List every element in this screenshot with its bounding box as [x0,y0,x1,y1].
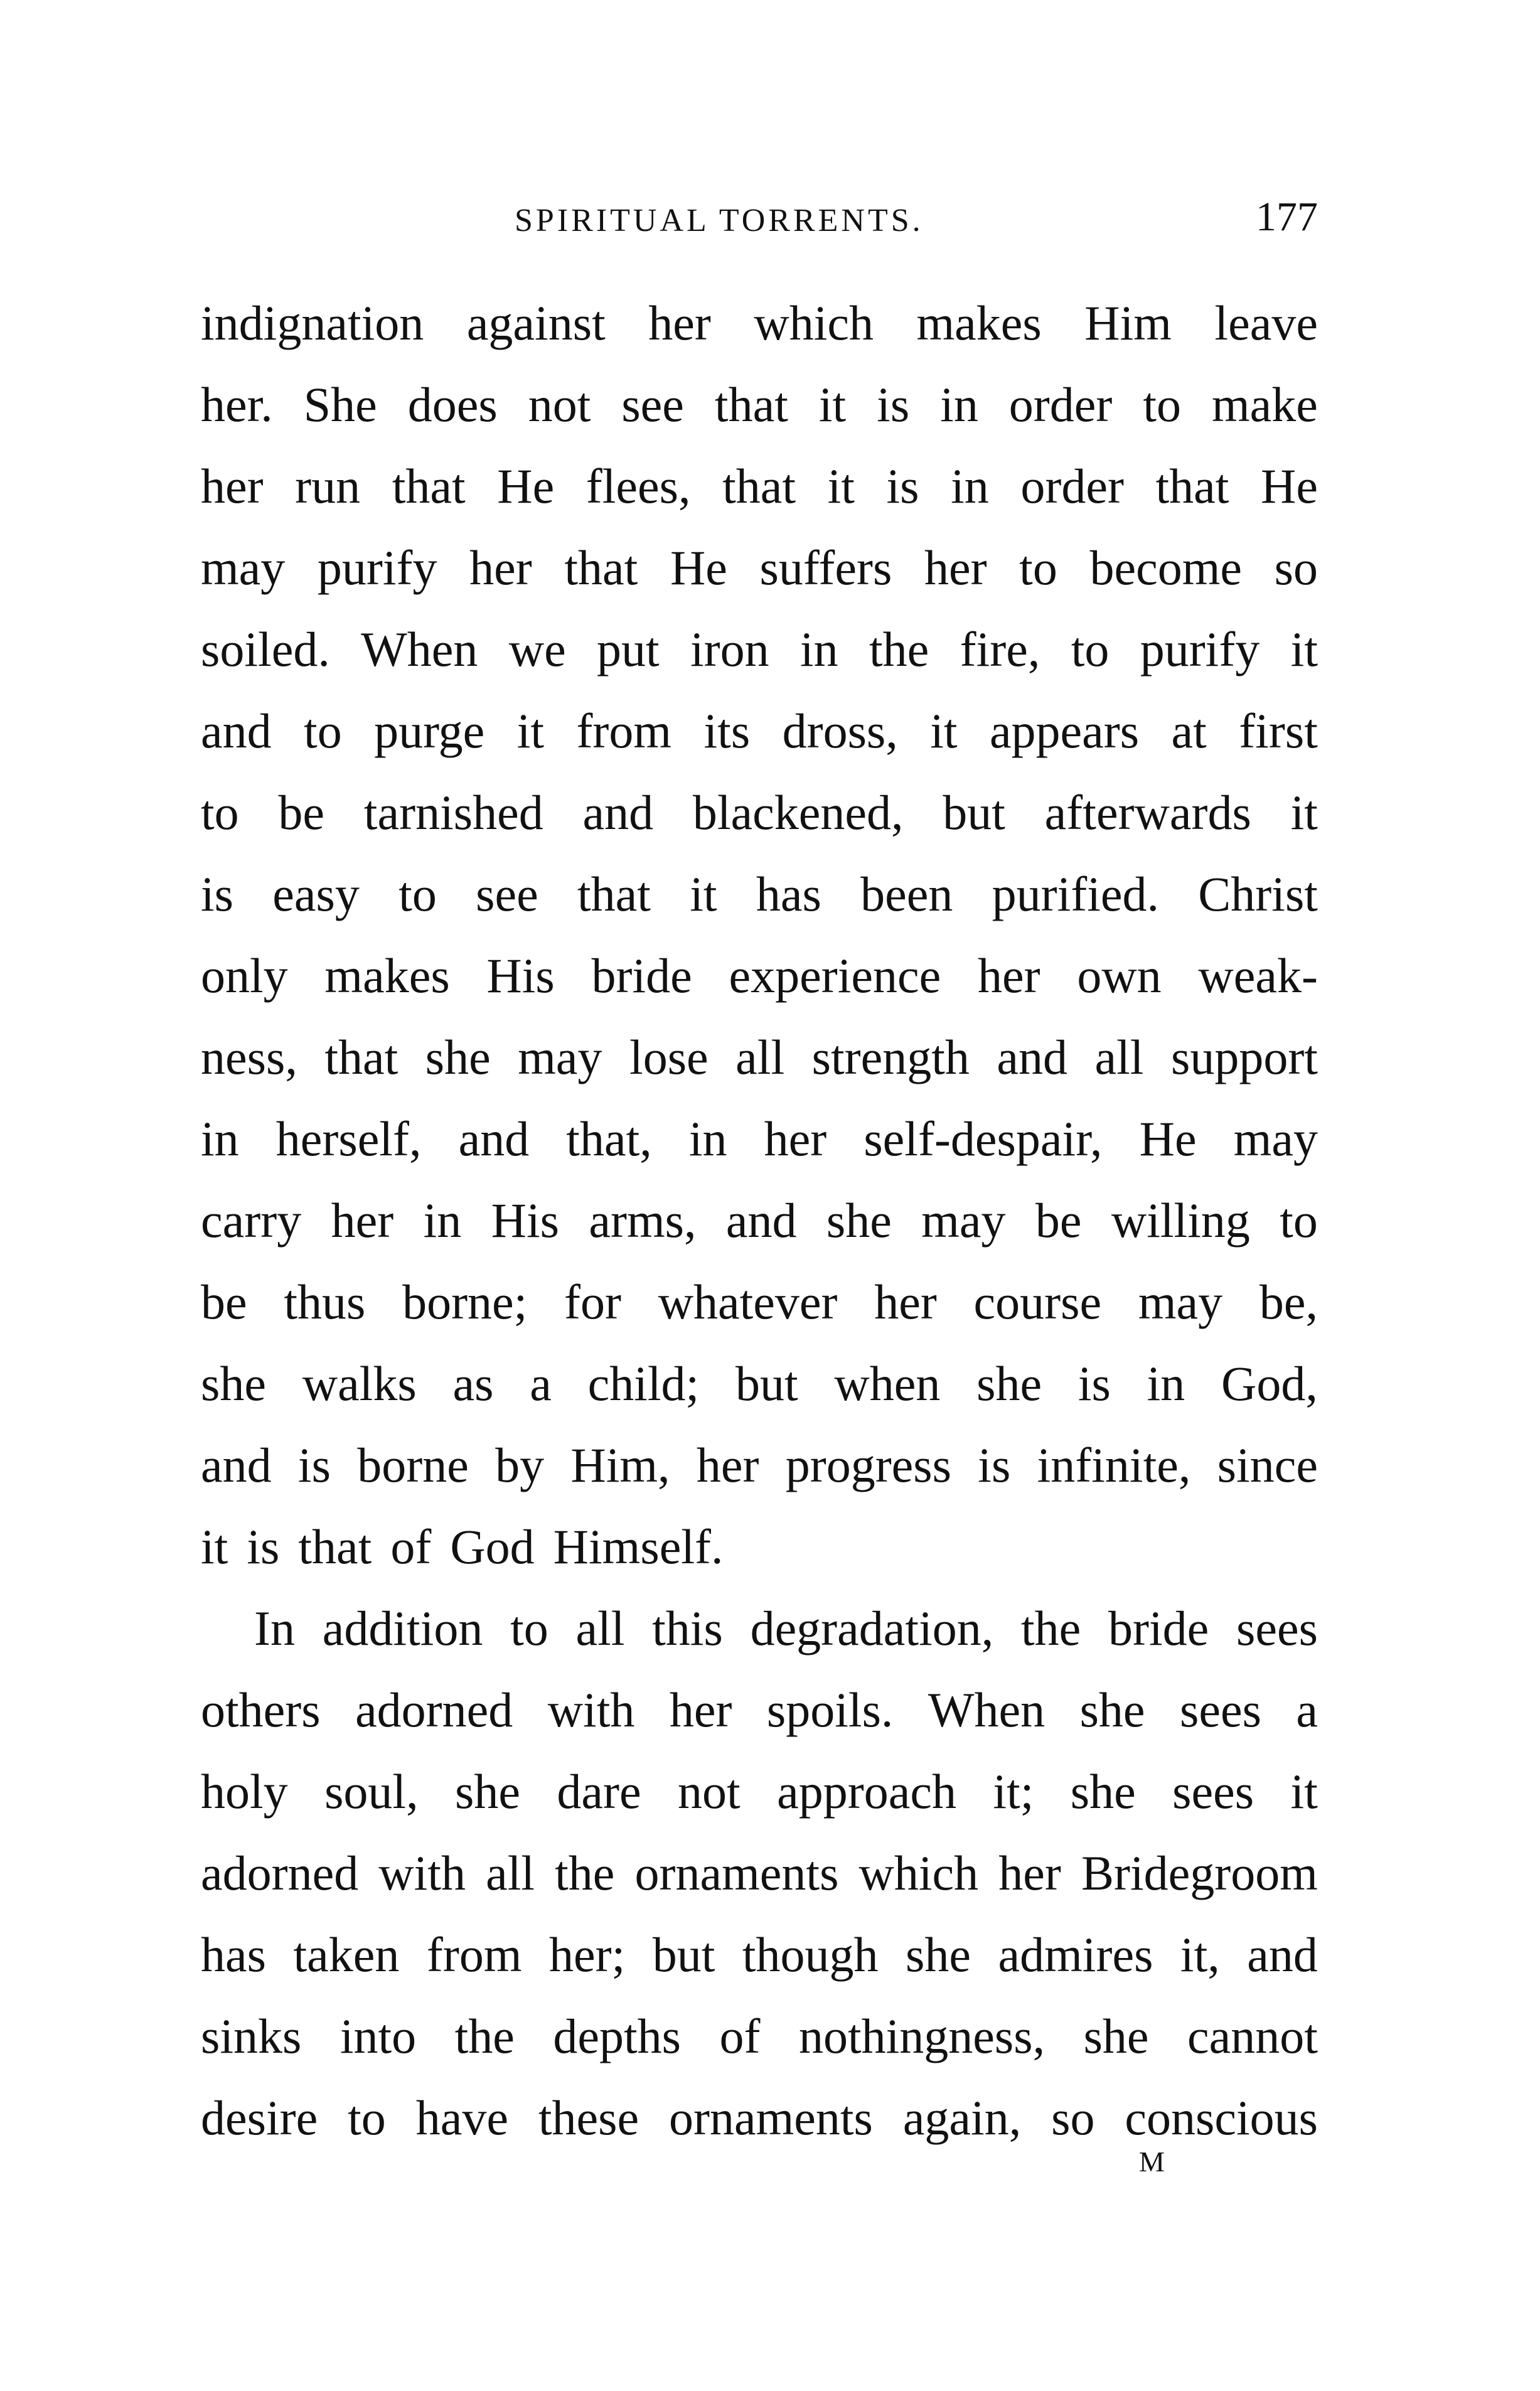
word: when [834,1356,941,1411]
word: her. [201,377,273,432]
word: spoils. [766,1682,894,1737]
word: makes [916,296,1042,350]
word: her [998,1846,1061,1900]
text-line [201,1180,1318,1261]
word: and [201,1438,272,1492]
text-line [201,772,1318,853]
word: His [491,1193,559,1248]
word: He [1261,459,1318,513]
word: that, [566,1111,652,1166]
word: walks [302,1356,417,1411]
word: Him, [570,1438,670,1492]
word: to [1019,540,1057,595]
word: makes [324,948,450,1003]
word: to [1071,622,1110,677]
word: adorned [355,1682,513,1737]
word: a [530,1356,552,1411]
word: first [1239,703,1318,758]
text-line [201,935,1318,1017]
word: again, [902,2090,1022,2145]
word: She [303,377,377,432]
text-line [201,1506,1318,1588]
text-line [201,1343,1318,1425]
word: is [886,459,919,513]
word: God, [1221,1356,1318,1411]
word: is [978,1438,1011,1492]
word: she [201,1356,266,1411]
word: appears [989,703,1140,758]
text-line [201,1751,1318,1832]
word: may [201,540,286,595]
word: she [1070,1764,1136,1819]
word: been [860,867,953,921]
word: her [764,1111,827,1166]
word: thus [284,1275,366,1329]
word: not [678,1764,741,1819]
word: it [516,703,545,758]
word: not [528,377,591,432]
word: it, [1180,1927,1220,1982]
word: put [597,622,660,677]
word: it [1290,1764,1318,1819]
word: sees [1179,1682,1261,1737]
text-line [201,1425,1318,1506]
word: ness, [201,1030,297,1084]
word: ornaments [669,2090,873,2145]
word: to [348,2090,386,2145]
word: it [201,1519,228,1574]
word: is [201,867,234,921]
word: she [826,1193,892,1248]
word: her [469,540,532,595]
word: to [304,703,342,758]
word: support [1170,1030,1318,1084]
word: these [538,2090,639,2145]
text-line [201,527,1318,609]
word: as [452,1356,494,1411]
word: degradation, [750,1601,994,1656]
word: see [476,867,538,921]
word: it [930,703,958,758]
word: cannot [1187,2009,1318,2063]
word: Himself. [553,1519,724,1574]
word: His [486,948,555,1003]
word: taken [293,1927,400,1982]
word: whatever [658,1275,838,1329]
word: all [1094,1030,1144,1084]
word: willing [1111,1193,1250,1248]
word: is [1077,1356,1111,1411]
word: strength [811,1030,970,1084]
word: When [361,622,478,677]
word: is [877,377,910,432]
word: self-despair, [864,1111,1103,1166]
word: with [378,1846,466,1900]
word: all [735,1030,785,1084]
word: in [951,459,989,513]
text-line [201,609,1318,690]
text-line [201,282,1318,364]
word: be [1035,1193,1082,1248]
word: her [669,1682,732,1737]
word: to [398,867,437,921]
text-line [201,1996,1318,2077]
word: in [423,1193,462,1248]
word: to [1143,377,1182,432]
word: her [696,1438,759,1492]
word: holy [201,1764,288,1819]
word: has [201,1927,266,1982]
text-line [201,1669,1318,1751]
text-line [201,1098,1318,1180]
word: has [756,867,821,921]
word: purify [317,540,437,595]
word: which [858,1846,979,1900]
word: it; [993,1764,1034,1819]
word: and [582,785,654,840]
word: her [648,296,711,350]
word: of [719,2009,761,2063]
word: blackened, [692,785,904,840]
text-line [201,364,1318,446]
word: in [1147,1356,1185,1411]
word: it [690,867,717,921]
word: is [247,1519,280,1574]
word: though [742,1927,879,1982]
word: and [997,1030,1068,1084]
word: that [1155,459,1229,513]
word: and [725,1193,797,1248]
text-line [201,1914,1318,1996]
word: sees [1172,1764,1254,1819]
word: borne [357,1438,469,1492]
word: Him [1084,296,1172,350]
word: indignation [201,296,424,350]
word: that [722,459,796,513]
word: God [450,1519,535,1574]
word: He [670,540,727,595]
word: in [800,622,838,677]
word: in [201,1111,239,1166]
word: and [1247,1927,1318,1982]
word: carry [201,1193,302,1248]
word: others [201,1682,321,1737]
text-line [201,853,1318,935]
word: He [497,459,555,513]
word: Bridegroom [1081,1846,1318,1900]
word: in [940,377,978,432]
word: soiled. [201,622,330,677]
word: experience [729,948,941,1003]
word: and [458,1111,530,1166]
word: from [576,703,672,758]
word: When [928,1682,1045,1737]
running-head [201,188,1318,245]
word: it [1290,785,1318,840]
word: may [921,1193,1006,1248]
word: for [564,1275,621,1329]
word: He [1139,1111,1197,1166]
paragraph [201,1588,1318,2159]
word: that [324,1030,398,1084]
word: and [201,703,272,758]
word: her [977,948,1040,1003]
text-line [201,690,1318,772]
body-text [201,282,1318,2159]
word: progress [785,1438,952,1492]
word: approach [777,1764,956,1819]
page-number: 177 [1256,194,1318,240]
word: bride [1108,1601,1209,1656]
word: its [703,703,751,758]
word: it [818,377,847,432]
word: may [1138,1275,1223,1329]
word: she [455,1764,520,1819]
word: make [1211,377,1318,432]
word: have [415,2090,508,2145]
word: all [486,1846,535,1900]
word: arms, [589,1193,697,1248]
word: at [1171,703,1207,758]
word: depths [553,2009,682,2063]
word: her [331,1193,394,1248]
word: to [1280,1193,1318,1248]
word: admires [998,1927,1153,1982]
word: flees, [586,459,691,513]
word: iron [690,622,769,677]
word: ornaments [634,1846,839,1900]
word: own [1077,948,1162,1003]
word: we [508,622,566,677]
word: be [278,785,325,840]
word: she [1083,2009,1149,2063]
word: may [1233,1111,1318,1166]
word: to [201,785,239,840]
word: weak- [1198,948,1318,1003]
text-line [201,446,1318,527]
word: be [201,1275,247,1329]
word: desire [201,2090,318,2145]
word: against [466,296,606,350]
word: afterwards [1044,785,1251,840]
word: purify [1140,622,1260,677]
word: that [392,459,466,513]
text-line [201,1832,1318,1914]
word: her; [548,1927,626,1982]
word: run [295,459,361,513]
word: fire, [960,622,1040,677]
word: with [547,1682,635,1737]
word: but [943,785,1005,840]
word: be, [1259,1275,1318,1329]
word: all [575,1601,625,1656]
word: into [340,2009,417,2063]
word: she [976,1356,1042,1411]
word: her [924,540,987,595]
word: order [1008,377,1113,432]
word: conscious [1125,2090,1318,2145]
word: leave [1214,296,1318,350]
word: she [906,1927,971,1982]
word: it [1290,622,1318,677]
word: this [652,1601,723,1656]
word: her [201,459,264,513]
word: by [495,1438,545,1492]
word: she [1079,1682,1145,1737]
word: purified. [992,867,1160,921]
text-line [201,1588,1318,1669]
word: the [869,622,929,677]
paragraph [201,282,1318,1588]
word: course [973,1275,1102,1329]
word: only [201,948,288,1003]
word: which [754,296,874,350]
word: but [735,1356,798,1411]
word: bride [591,948,692,1003]
running-title: SPIRITUAL TORRENTS. [515,203,924,238]
word: to [510,1601,548,1656]
word: child; [587,1356,700,1411]
word: she [425,1030,491,1084]
word: order [1020,459,1124,513]
word: so [1051,2090,1095,2145]
word: that [714,377,788,432]
word: since [1217,1438,1318,1492]
word: the [555,1846,615,1900]
word: lose [629,1030,709,1084]
text-line [201,1261,1318,1343]
word: addition [322,1601,483,1656]
word: a [1296,1682,1318,1737]
signature-mark: M [1139,2146,1166,2178]
word: sinks [201,2009,302,2063]
word: suffers [759,540,892,595]
word: that [564,540,638,595]
word: tarnished [363,785,543,840]
word: dare [557,1764,641,1819]
word: that [298,1519,372,1574]
word: adorned [201,1846,359,1900]
word: infinite, [1037,1438,1191,1492]
word: nothingness, [798,2009,1045,2063]
word: but [652,1927,715,1982]
word: in [688,1111,727,1166]
word: dross, [782,703,898,758]
word: herself, [275,1111,422,1166]
word: In [254,1601,295,1656]
word: become [1089,540,1242,595]
word: does [407,377,498,432]
text-line [201,1017,1318,1098]
word: that [577,867,651,921]
word: her [874,1275,937,1329]
word: purge [374,703,485,758]
word: borne; [402,1275,528,1329]
word: Christ [1198,867,1318,921]
word: may [518,1030,602,1084]
word: is [297,1438,331,1492]
word: the [454,2009,515,2063]
word: soul, [324,1764,419,1819]
word: see [621,377,684,432]
word: it [827,459,855,513]
word: from [426,1927,522,1982]
word: of [390,1519,432,1574]
word: so [1274,540,1318,595]
word: easy [272,867,360,921]
word: the [1020,1601,1081,1656]
word: sees [1236,1601,1318,1656]
